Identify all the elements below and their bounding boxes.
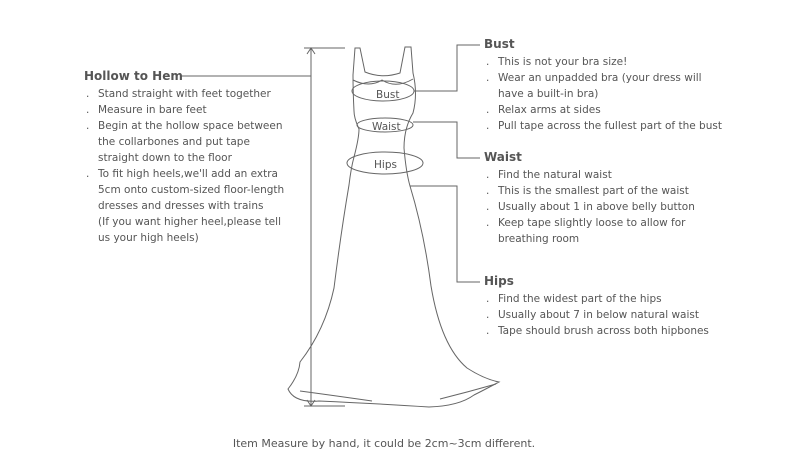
dress-label-waist: Waist (372, 121, 401, 133)
dress-label-hips: Hips (374, 159, 397, 171)
list-item: . Find the natural waist (486, 169, 612, 181)
bust-section (484, 37, 734, 134)
list-item: . This is the smallest part of the waist (486, 185, 689, 197)
hips-section (484, 274, 734, 339)
hips-list (484, 291, 734, 339)
list-item: . Find the widest part of the hips (486, 293, 662, 305)
list-item: . This is not your bra size! (486, 56, 628, 68)
hollow-to-hem-section (84, 69, 294, 246)
list-item: . Wear an unpadded bra (your dress will have a built-in bra) (486, 72, 702, 100)
footnote: Item Measure by hand, it could be 2cm~3cm different. (232, 437, 536, 450)
bust-leader (414, 45, 480, 91)
bust-title: Bust (484, 37, 515, 51)
list-item: . To fit high heels,we'll add an extra 5cm onto custom-sized floor-length dresses and dresses with trains (If you want higher heel,please tell us your high heels) (86, 168, 285, 244)
list-item: . Begin at the hollow space between the collarbones and put tape straight down to the floor (86, 120, 283, 164)
list-item: . Keep tape slightly loose to allow for breathing room (486, 217, 686, 245)
hips-title: Hips (484, 274, 514, 288)
waist-title: Waist (484, 150, 522, 164)
list-item: . Pull tape across the fullest part of the bust (486, 120, 722, 132)
list-item: . Relax arms at sides (486, 104, 601, 116)
hips-leader (410, 186, 480, 282)
list-item: . Usually about 1 in above belly button (486, 201, 695, 213)
list-item: . Measure in bare feet (86, 104, 207, 116)
bust-list (484, 54, 734, 134)
hollow-to-hem-title: Hollow to Hem (84, 69, 183, 83)
hem-line-right (440, 384, 496, 399)
list-item: . Usually about 7 in below natural waist (486, 309, 699, 321)
dress-label-bust: Bust (376, 89, 400, 101)
waist-leader (413, 122, 480, 158)
dress-outline (288, 47, 499, 407)
list-item: . Tape should brush across both hipbones (486, 325, 709, 337)
waist-section (484, 150, 734, 247)
hollow-to-hem-list (84, 86, 294, 246)
waist-list (484, 167, 734, 247)
list-item: . Stand straight with feet together (86, 88, 271, 100)
